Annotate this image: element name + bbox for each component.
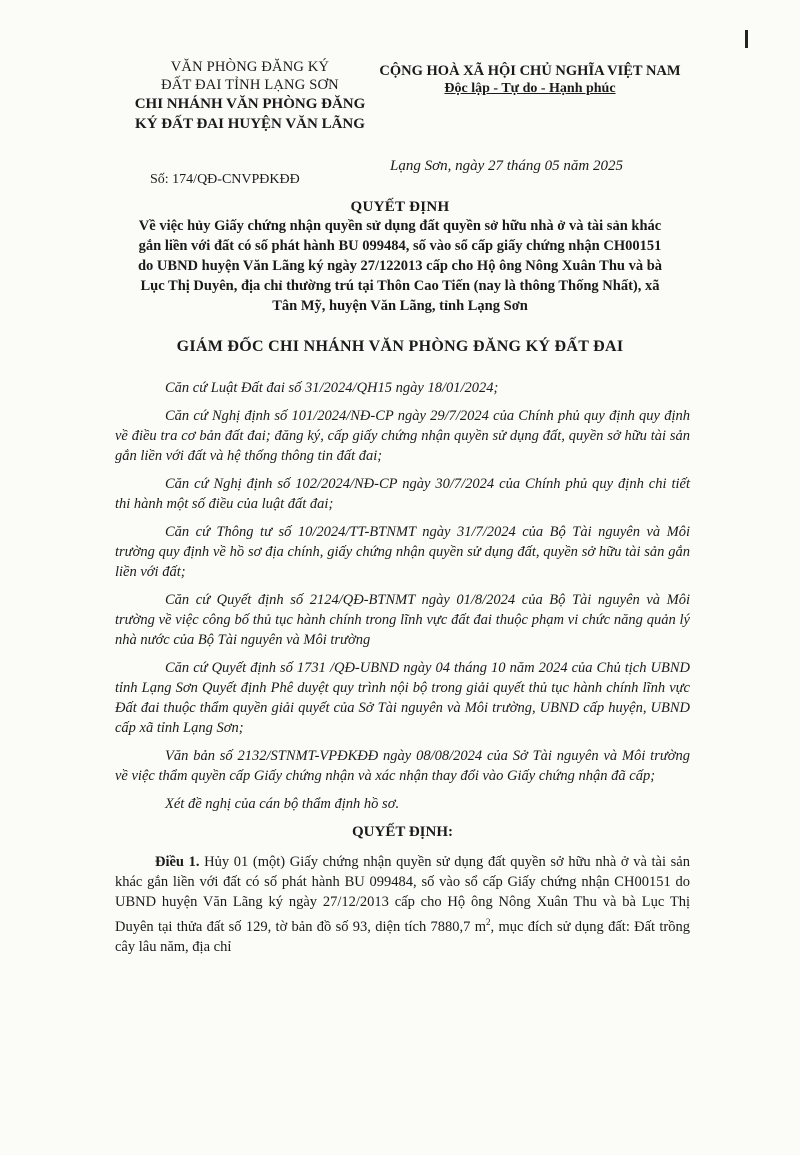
article-1 bbox=[115, 852, 690, 957]
document-number: Số: 174/QĐ-CNVPĐKĐĐ bbox=[150, 172, 300, 187]
legal-basis-8: Xét đề nghị của cán bộ thẩm định hồ sơ. bbox=[165, 796, 400, 812]
article-1-label: Điều 1. bbox=[155, 854, 200, 870]
place-date: Lạng Sơn, ngày 27 tháng 05 năm 2025 bbox=[390, 158, 624, 174]
agency-line-4: KÝ ĐẤT ĐAI HUYỆN VĂN LÃNG bbox=[135, 116, 365, 132]
decision-heading: QUYẾT ĐỊNH: bbox=[352, 824, 453, 840]
article-1-text: Hủy 01 (một) Giấy chứng nhận quyền sử dụng đất quyền sở hữu nhà ở và tài sản khác gắn liền với đất có số phát hành BU 099484, số vào sổ cấp Giấy chứng nhận CH00151 do UBND huyện Văn Lãng ký ngày 27/12/2013 cấp cho Hộ ông Nông Xuân Thu và bà Lục Thị Duyên tại thửa đất số 129, tờ bản đồ số 93, diện tích 7880,7 m bbox=[115, 854, 690, 935]
scan-mark bbox=[745, 30, 748, 48]
document-subject: Về việc hủy Giấy chứng nhận quyền sử dụng đất quyền sở hữu nhà ở và tài sản khác gắn liền với đất có số phát hành BU 099484, số vào sổ cấp giấy chứng nhận CH00151 do UBND huyện Văn Lãng ký ngày 27/122013 cấp cho Hộ ông Nông Xuân Thu và bà Lục Thị Duyên, địa chỉ thường trú tại Thôn Cao Tiến (nay là thông Thống Nhất), xã Tân Mỹ, huyện Văn Lãng, tỉnh Lạng Sơn bbox=[137, 218, 663, 314]
national-motto bbox=[370, 62, 690, 98]
legal-basis-3: Căn cứ Nghị định số 102/2024/NĐ-CP ngày 30/7/2024 của Chính phủ quy định chi tiết thi hành một số điều của luật đất đai; bbox=[115, 476, 690, 512]
document-body bbox=[115, 378, 690, 957]
agency-line-3: CHI NHÁNH VĂN PHÒNG ĐĂNG bbox=[134, 96, 366, 112]
country-name: CỘNG HOÀ XÃ HỘI CHỦ NGHĨA VIỆT NAM bbox=[379, 63, 681, 79]
legal-basis-6: Căn cứ Quyết định số 1731 /QĐ-UBND ngày 04 tháng 10 năm 2024 của Chủ tịch UBND tỉnh Lạng Sơn Quyết định Phê duyệt quy trình nội bộ trong giải quyết thủ tục hành chính lĩnh vực Đất đai thuộc thẩm quyền giải quyết của Sở Tài nguyên và Môi trường, UBND cấp huyện, UBND cấp xã tỉnh Lạng Sơn; bbox=[115, 660, 690, 736]
legal-basis-7: Văn bản số 2132/STNMT-VPĐKĐĐ ngày 08/08/2024 của Sở Tài nguyên và Môi trường về việc thẩm quyền cấp Giấy chứng nhận và xác nhận thay đổi vào Giấy chứng nhận đã cấp; bbox=[115, 748, 690, 784]
legal-basis-1: Căn cứ Luật Đất đai số 31/2024/QH15 ngày 18/01/2024; bbox=[165, 380, 499, 396]
legal-basis-2: Căn cứ Nghị định số 101/2024/NĐ-CP ngày 29/7/2024 của Chính phủ quy định quy định về điều tra cơ bản đất đai; đăng ký, cấp giấy chứng nhận quyền sử dụng đất, quyền sở hữu tài sản gắn liền với đất và hệ thống thông tin đất đai; bbox=[115, 408, 690, 464]
legal-basis-4: Căn cứ Thông tư số 10/2024/TT-BTNMT ngày 31/7/2024 của Bộ Tài nguyên và Môi trường quy định về hồ sơ địa chính, giấy chứng nhận quyền sử dụng đất, quyền sở hữu tài sản gắn liền với đất; bbox=[115, 524, 690, 580]
issuing-authority: GIÁM ĐỐC CHI NHÁNH VĂN PHÒNG ĐĂNG KÝ ĐẤT ĐAI bbox=[176, 338, 624, 355]
agency-line-1: VĂN PHÒNG ĐĂNG KÝ bbox=[170, 59, 330, 75]
article-1-text-after: , mục đích sử dụng đất: Đất trồng cây lâu năm, địa chỉ bbox=[115, 918, 691, 955]
area-unit-superscript: 2 bbox=[486, 917, 491, 927]
legal-basis-5: Căn cứ Quyết định số 2124/QĐ-BTNMT ngày 01/8/2024 của Bộ Tài nguyên và Môi trường về việc công bố thủ tục hành chính trong lĩnh vực đất đai thuộc phạm vi chức năng quản lý nhà nước của Bộ Tài nguyên và Môi trường bbox=[115, 592, 690, 648]
document-title: QUYẾT ĐỊNH bbox=[350, 199, 450, 215]
motto: Độc lập - Tự do - Hạnh phúc bbox=[444, 81, 616, 96]
issuing-agency bbox=[120, 58, 380, 134]
agency-line-2: ĐẤT ĐAI TỈNH LẠNG SƠN bbox=[161, 77, 339, 93]
